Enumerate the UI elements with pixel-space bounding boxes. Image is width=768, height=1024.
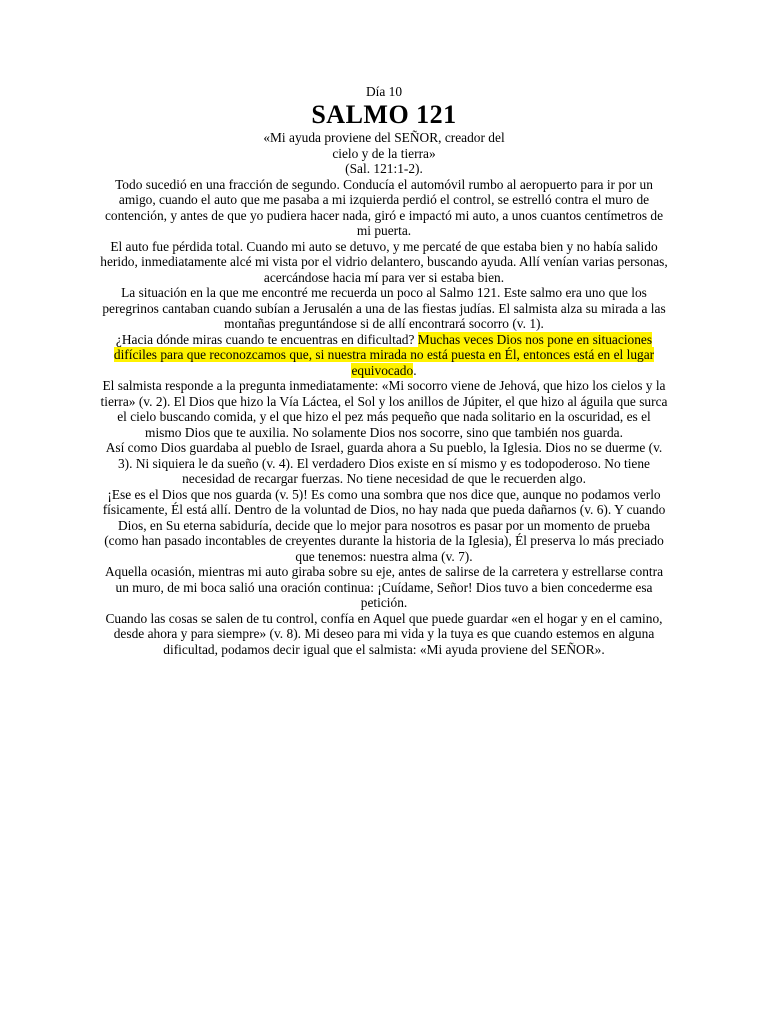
paragraph-question <box>100 332 668 379</box>
question-end: . <box>413 362 417 378</box>
day-label: Día 10 <box>365 84 403 99</box>
highlighted-text: Muchas veces Dios nos pone en situaciones difíciles para que reconozcamos que, si nuestra mirada no está puesta en Él, entonces está en el lugar equivocado <box>113 331 655 378</box>
paragraph-prayer: Aquella ocasión, mientras mi auto giraba sobre su eje, antes de salirse de la carretera y estrellarse contra un muro, de mi boca salió una oración continua: ¡Cuídame, Señor! Dios tuvo a bien concederme esa petición. <box>104 564 664 610</box>
paragraph-shadow: ¡Ese es el Dios que nos guarda (v. 5)! Es como una sombra que nos dice que, aunque no podamos verlo físicamente, Él está allí. Dentro de la voluntad de Dios, no hay nada que pueda dañarnos (v. 6). Y cuando Dios, en Su eterna sabiduría, decide que lo mejor para nosotros es pasar por un momento de prueba (como han pasado incontables de creyentes durante la historia de la Iglesia), Él preserva lo más preciado que tenemos: nuestra alma (v. 7). <box>102 486 666 564</box>
psalm-title: SALMO 121 <box>311 100 457 129</box>
verse-reference: (Sal. 121:1-2). <box>345 161 423 176</box>
paragraph-accident: Todo sucedió en una fracción de segundo. Conducía el automóvil rumbo al aeropuerto para ir por un amigo, cuando el auto que me pasaba a mi izquierda perdió el control, se estrelló contra el muro de contención, y antes de que yo pudiera hacer nada, giró e impactó mi auto, a unos cuantos centímetros de mi puerta. <box>104 176 664 238</box>
paragraph-psalm-context: La situación en la que me encontré me recuerda un poco al Salmo 121. Este salmo era uno que los peregrinos cantaban cuando subían a Jerusalén a una de las fiestas judías. El salmista alza su mirada a las montañas preguntándose si de allí encontrará socorro (v. 1). <box>102 285 666 331</box>
verse-quote-line-2: cielo y de la tierra» <box>332 145 436 161</box>
paragraph-psalmist-answer: El salmista responde a la pregunta inmediatamente: «Mi socorro viene de Jehová, que hizo los cielos y la tierra» (v. 2). El Dios que hizo la Vía Láctea, el Sol y los anillos de Júpiter, el que hizo al águila que surca el cielo buscando comida, y el que hizo el pez más pequeño que nada solitario en la oscuridad, es el mismo Dios que te auxilia. No solamente Dios nos socorre, sino que también nos guarda. <box>100 378 668 440</box>
verse-quote-line-1: «Mi ayuda proviene del SEÑOR, creador del <box>263 130 505 145</box>
paragraph-conclusion: Cuando las cosas se salen de tu control, confía en Aquel que puede guardar «en el hogar y en el camino, desde ahora y para siempre» (v. 8). Mi deseo para mi vida y la tuya es que cuando estemos en alguna dificultad, podamos decir igual que el salmista: «Mi ayuda proviene del SEÑOR». <box>105 610 663 657</box>
paragraph-total-loss: El auto fue pérdida total. Cuando mi auto se detuvo, y me percaté de que estaba bien y no había salido herido, inmediatamente alcé mi vista por el vidrio delantero, buscando ayuda. Allí venían varias personas, acercándose hacia mí para ver si estaba bien. <box>100 238 668 285</box>
paragraph-god-keeps: Así como Dios guardaba al pueblo de Israel, guarda ahora a Su pueblo, la Iglesia. Dios no se duerme (v. 3). Ni siquiera le da sueño (v. 4). El verdadero Dios existe en sí mismo y es todopoderoso. No tiene necesidad de recargar fuerzas. No tiene necesidad de que le recuerden algo. <box>105 440 663 486</box>
question-text: ¿Hacia dónde miras cuando te encuentras en dificultad? <box>115 331 418 347</box>
devotional-content <box>100 84 668 657</box>
